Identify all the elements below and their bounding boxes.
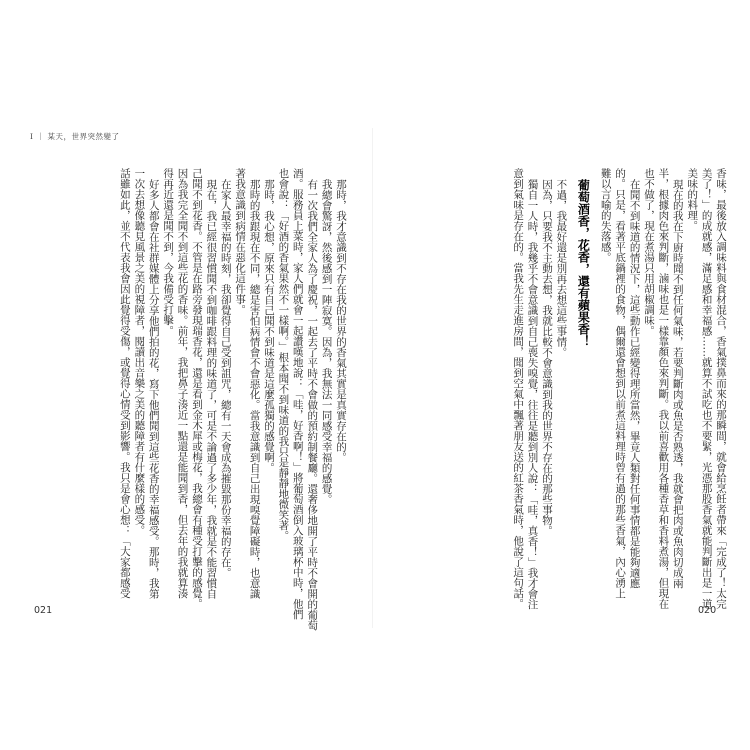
text-column: 因為我完全聞不到這些花的香味。前年，我把鼻子湊近一點還是能聞到香，但去年的我就算湊 bbox=[176, 168, 189, 599]
text-column: 不過，我最好還是別再去想這些事情。 bbox=[555, 178, 568, 357]
section-heading: 葡萄酒香，花香，還有蘋果香！ bbox=[576, 178, 591, 347]
text-column: 一次去想像聽見風景之美的視障者，閱讀出音樂之美的聽障者有什麼樣的感受。 bbox=[133, 168, 146, 536]
text-column: 難以言喻的失落感。 bbox=[599, 168, 612, 263]
page-number-right: 020 bbox=[698, 605, 717, 616]
running-head bbox=[30, 131, 119, 142]
text-column: 的。只是，看著平底鍋裡的食物，偶爾還會想到以前煮這料理時曾有過的那些香氣，內心湧上 bbox=[614, 168, 627, 599]
chapter-title: 某天，世界突然變了 bbox=[47, 132, 120, 141]
right-page-body bbox=[511, 168, 728, 609]
text-column: 美味的料理。 bbox=[686, 168, 699, 231]
text-column: 也會說：「好酒的香氣果然不一樣啊。」根本聞不到味道的我只是靜靜地微笑著。 bbox=[277, 168, 290, 541]
text-column: 意到氣味是存在的。當我先生走進房間，聞到空氣中飄著朋友送的紅茶香氣時，他說了這句話。 bbox=[512, 168, 525, 609]
text-column: 好多人都會在社群媒體上分享他們拍的花，寫下他們聞到這些花香的幸福感受。那時，我第 bbox=[147, 178, 160, 599]
chapter-number: I bbox=[30, 132, 34, 141]
text-column: 現在，我已經很習慣聞不到咖啡跟料理的味道了，可是不論過了多少年，我就是不能習慣自 bbox=[205, 178, 218, 599]
text-column: 因為，只要我不主動去想，我就比較不會意識到我的世界不存在的那些事物。 bbox=[540, 178, 553, 536]
text-column: 香味，最後放入調味料與食材混合，香氣撲鼻而來的那瞬間，就會給烹飪者帶來「完成了！太完 bbox=[715, 168, 727, 609]
text-column: 酒。服務員上菜時，家人們就會一起讚嘆地說：「哇，好香啊！」將葡萄酒倒入玻璃杯中時，他們 bbox=[291, 168, 304, 620]
text-column: 那時，我心想，原來只有自己聞不到味道是這麼孤獨的感覺啊。 bbox=[262, 178, 275, 473]
page-number-left: 021 bbox=[34, 605, 53, 616]
text-column: 也不做了，現在煮湯只用胡椒調味。 bbox=[642, 168, 655, 336]
text-column: 美了！」的成就感，滿足感和幸福感……就算不試吃也不要緊，光憑那股香氣就能判斷出是一道 bbox=[700, 168, 713, 609]
text-column: 話雖如此，並不代表我會因此覺得受傷，或覺得心情受到影響。我只是會心想：「大家都感受 bbox=[118, 168, 131, 599]
running-head-separator: ｜ bbox=[36, 132, 45, 141]
text-column: 我總會驚訝，然後感到一陣寂寞。因為，我無法一同感受幸福的感覺。 bbox=[320, 178, 333, 504]
text-column: 在家人最幸福的時刻，我卻覺得自己受到詛咒，總有一天會成為摧毀那份幸福的存在。 bbox=[219, 178, 232, 578]
text-column: 那時，我才意識到不存在我的世界的香氣其實是真實存在的。 bbox=[335, 178, 347, 462]
text-column: 半，根據肉色來判斷，滷味也是一樣靠顏色來判斷。我以前喜歡用各種香草和香料煮湯，但現在 bbox=[657, 168, 670, 609]
left-page-body bbox=[118, 168, 349, 630]
book-gutter bbox=[372, 128, 373, 628]
text-column: 現在的我在下廚時聞不到任何氣味，若要判斷肉或魚是否熟透，我就會把肉或魚肉切成兩 bbox=[671, 178, 684, 588]
text-column: 己聞不到花香。不管是在路旁發現瑞香花，還是看到金木犀或梅花，我總會有種受打擊的感覺。 bbox=[190, 168, 203, 609]
text-column: 著我意識到病情在惡化這件事。 bbox=[234, 168, 247, 315]
text-column: 獨自一人時，我幾乎不會意識到自己喪失嗅覺，往往是聽到別人說：「哇，真香！」我才會注 bbox=[526, 178, 539, 609]
text-column: 得再近還是聞不到，今我備受打擊。 bbox=[162, 168, 175, 336]
text-column: 在聞不到味道的情況下，這些動作已經變得理所當然，畢竟人類對任何事情都是能夠適應 bbox=[628, 178, 641, 588]
text-column: 那時的我跟現在不同，總是害怕病情會不會惡化。當我意識到自己出現嗅覺障礙時，也意識 bbox=[248, 178, 261, 599]
text-column: 有一次我們全家人為了慶祝，一起去了平時不會做的預約制餐廳。還奢侈地開了平時不會開的葡萄 bbox=[306, 178, 319, 630]
